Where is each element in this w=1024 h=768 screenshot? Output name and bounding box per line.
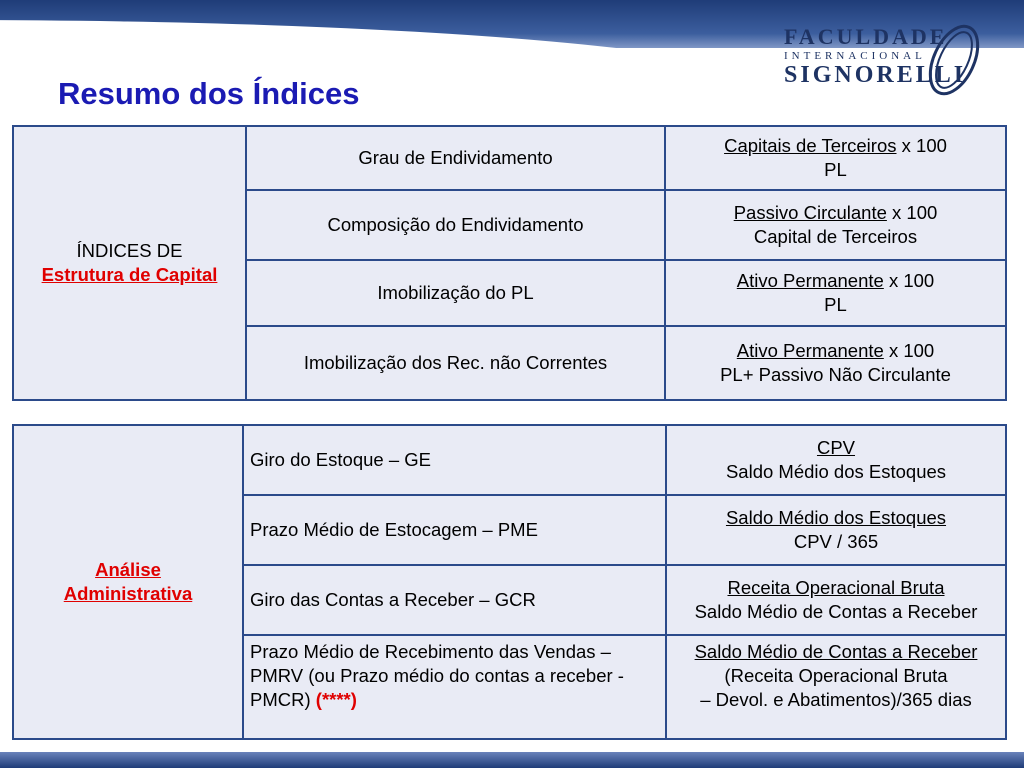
- index-name-cell: [243, 635, 666, 739]
- formula-cell: [666, 565, 1006, 635]
- group-label-line1: ÍNDICES DE: [76, 239, 183, 261]
- formula-denominator: PL+ Passivo Não Circulante: [720, 364, 951, 385]
- group-label-cell: [13, 425, 243, 739]
- index-name: Grau de Endividamento: [246, 126, 665, 190]
- logo-line2: INTERNACIONAL: [784, 50, 926, 62]
- group-label-line1: Análise: [95, 558, 161, 580]
- index-name: Giro do Estoque – GE: [243, 425, 666, 495]
- index-name: Imobilização dos Rec. não Correntes: [246, 326, 665, 400]
- formula-denominator: Capital de Terceiros: [753, 226, 918, 247]
- formula-numerator: Passivo Circulante: [733, 201, 887, 223]
- formula-cell: [666, 495, 1006, 565]
- index-name: Prazo Médio de Estocagem – PME: [243, 495, 666, 565]
- formula-denominator-line1: (Receita Operacional Bruta: [724, 665, 948, 687]
- formula-cell: [666, 425, 1006, 495]
- table-row: [13, 425, 1006, 495]
- formula-cell: [665, 190, 1006, 260]
- faculdade-logo: [764, 6, 994, 98]
- logo-line1: FACULDADE: [784, 24, 948, 49]
- analise-administrativa-table: [12, 424, 1007, 740]
- formula-cell: [666, 635, 1006, 739]
- index-name: Prazo Médio de Recebimento das Vendas – PMRV (ou Prazo médio do contas a receber - PMCR): [250, 641, 624, 711]
- formula-cell: [665, 326, 1006, 400]
- formula-denominator: PL: [824, 294, 847, 315]
- group-label-cell: [13, 126, 246, 400]
- formula-numerator: Saldo Médio de Contas a Receber: [694, 641, 978, 662]
- logo-ring-icon: [914, 20, 994, 100]
- formula-denominator-line2: – Devol. e Abatimentos)/365 dias: [700, 689, 972, 711]
- footer-band: [0, 752, 1024, 768]
- formula-numerator: Ativo Permanente: [736, 269, 884, 291]
- formula-suffix: x 100: [883, 339, 935, 361]
- formula-suffix: x 100: [886, 201, 938, 223]
- formula-numerator: Ativo Permanente: [736, 339, 884, 361]
- formula-cell: [665, 126, 1006, 190]
- formula-suffix: x 100: [883, 269, 935, 291]
- page-title: Resumo dos Índices: [58, 76, 360, 111]
- index-name: Giro das Contas a Receber – GCR: [243, 565, 666, 635]
- index-name: Imobilização do PL: [246, 260, 665, 326]
- formula-numerator: Receita Operacional Bruta: [727, 576, 945, 598]
- formula-numerator: Capitais de Terceiros: [724, 134, 897, 156]
- formula-denominator: Saldo Médio de Contas a Receber: [694, 601, 978, 622]
- group-label-line2: Administrativa: [63, 583, 193, 604]
- formula-denominator: PL: [824, 159, 847, 180]
- formula-denominator: Saldo Médio dos Estoques: [725, 461, 947, 482]
- formula-cell: [665, 260, 1006, 326]
- index-name-mark: (****): [315, 689, 357, 711]
- formula-suffix: x 100: [896, 134, 947, 156]
- group-label-line2: Estrutura de Capital: [41, 264, 218, 285]
- table-row: [13, 126, 1006, 190]
- logo-line3: SIGNORELLI: [784, 62, 967, 88]
- formula-numerator: Saldo Médio dos Estoques: [725, 506, 947, 528]
- formula-denominator: CPV / 365: [793, 531, 879, 552]
- formula-numerator: CPV: [816, 436, 856, 458]
- estrutura-capital-table: [12, 125, 1007, 401]
- index-name: Composição do Endividamento: [246, 190, 665, 260]
